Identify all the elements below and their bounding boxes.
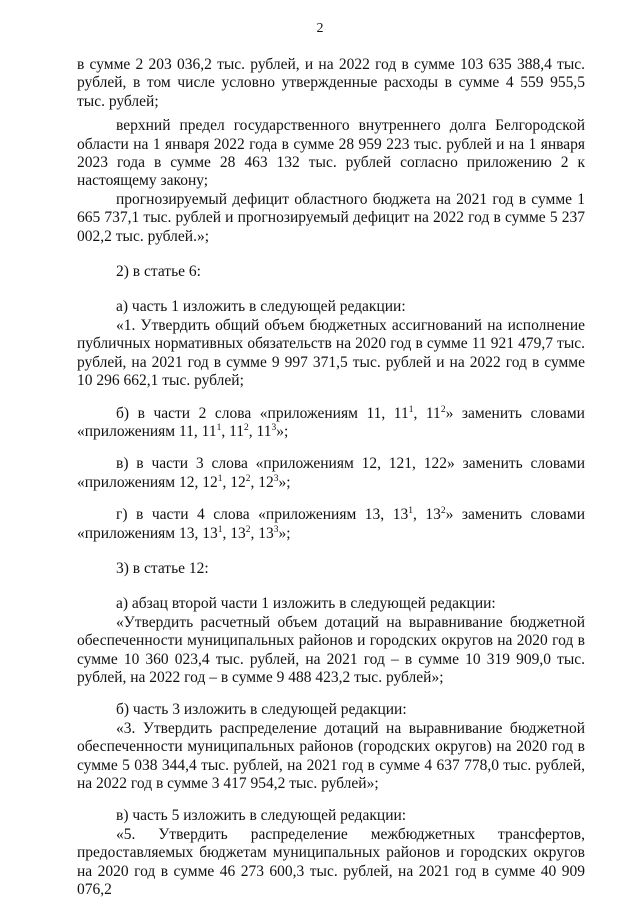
paragraph: «5. Утвердить распределение межбюджетных трансфертов, предоставляемых бюджетам муниципальных районов и городских округов на 2020 год в сумме 46 273 600,3 тыс. рублей, на 2021 год в сумме 40 909 076,2 xyxy=(77,825,585,899)
paragraph: в) часть 5 изложить в следующей редакции: xyxy=(116,807,407,825)
paragraph: «Утвердить расчетный объем дотаций на выравнивание бюджетной обеспеченности муниципальных районов и городских округов на 2020 год в сумме 10 360 023,4 тыс. рублей, на 2021 год – в сумме 10 319 909,0 тыс. рублей, на 2022 год – в сумме 9 488 423,2 тыс. рублей»; xyxy=(77,613,585,686)
paragraph: 2) в статье 6: xyxy=(116,263,201,281)
document-body xyxy=(77,56,585,899)
paragraph: б) в части 2 слова «приложениям 11, $11^1$, $11^2$» заменить словами «приложениям 11, $11^1$, $11^2$, $11^3$»; xyxy=(77,404,585,440)
paragraph: «1. Утвердить общий объем бюджетных ассигнований на исполнение публичных нормативных обязательств на 2020 год в сумме 11 921 479,7 тыс. рублей, на 2021 год в сумме 9 997 371,5 тыс. рублей и на 2022 год в сумме 10 296 662,1 тыс. рублей; xyxy=(77,316,585,390)
page-number: 2 xyxy=(316,21,324,36)
paragraph: в сумме 2 203 036,2 тыс. рублей, и на 2022 год в сумме 103 635 388,4 тыс. рублей, в том числе условно утвержденные расходы в сумме 4 559 955,5 тыс. рублей; xyxy=(77,56,585,110)
paragraph: верхний предел государственного внутреннего долга Белгородской области на 1 января 2022 года в сумме 28 959 223 тыс. рублей и на 1 января 2023 года в сумме 28 463 132 тыс. рублей согласно приложению 2 к настоящему закону; xyxy=(77,117,585,190)
paragraph: б) часть 3 изложить в следующей редакции: xyxy=(116,701,407,719)
paragraph: а) часть 1 изложить в следующей редакции: xyxy=(116,298,406,316)
paragraph: г) в части 4 слова «приложениям 13, $13^1$, $13^2$» заменить словами «приложениям 13, $13^1$, $13^2$, $13^3$»; xyxy=(77,506,586,542)
paragraph: 3) в статье 12: xyxy=(116,559,209,577)
paragraph: «3. Утвердить распределение дотаций на выравнивание бюджетной обеспеченности муниципальных районов (городских округов) на 2020 год в сумме 5 038 344,4 тыс. рублей, на 2021 год в сумме 4 637 778,0 тыс. рублей, на 2022 год в сумме 3 417 954,2 тыс. рублей»; xyxy=(77,719,585,792)
paragraph: а) абзац второй части 1 изложить в следующей редакции: xyxy=(116,595,496,613)
paragraph: в) в части 3 слова «приложениям 12, 121, 122» заменить словами «приложениям 12, $12^1$, $12^2$, $12^3$»; xyxy=(77,455,585,491)
paragraph: прогнозируемый дефицит областного бюджета на 2021 год в сумме 1 665 737,1 тыс. рублей и прогнозируемый дефицит на 2022 год в сумме 5 237 002,2 тыс. рублей.»; xyxy=(77,190,585,245)
